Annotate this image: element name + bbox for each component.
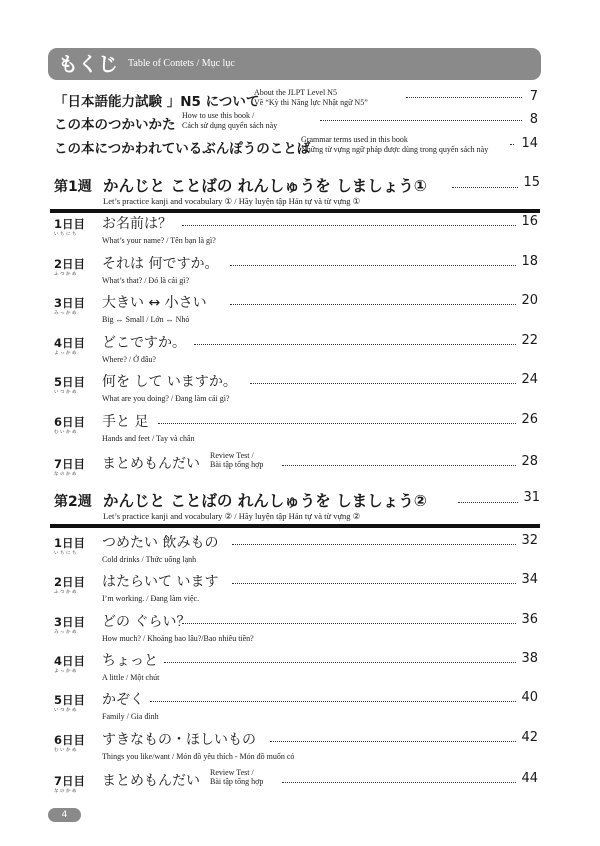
- toc-day-entry[interactable]: [54, 571, 538, 607]
- leader-dots: [182, 224, 516, 226]
- page-number: 22: [521, 333, 538, 348]
- page-number: 26: [521, 412, 538, 427]
- day-label: 4日目: [54, 336, 86, 350]
- leader-dots: [320, 119, 522, 121]
- intro-title: この本のつかいかた: [54, 117, 176, 133]
- leader-dots: [250, 382, 516, 384]
- day-subtitle: What are you doing? / Đang làm cái gì?: [102, 394, 230, 403]
- day-subtitle: Family / Gia đình: [102, 712, 159, 721]
- day-title: ちょっと: [102, 653, 158, 669]
- week-label: 第1週: [54, 179, 92, 195]
- toc-header: [48, 48, 541, 80]
- review-subtitle: Review Test / Bài tập tổng hợp: [210, 768, 264, 786]
- day-reading: なのかめ: [54, 472, 78, 477]
- day-title: お名前は？: [102, 216, 172, 232]
- toc-day-entry[interactable]: [54, 371, 538, 407]
- toc-day-entry[interactable]: [54, 689, 538, 725]
- day-label: 3日目: [54, 615, 86, 629]
- toc-intro-entry[interactable]: [54, 135, 538, 159]
- day-title: 大きい ↔ 小さい: [102, 295, 207, 311]
- day-subtitle: Where? / Ở đâu?: [102, 355, 156, 364]
- day-title: つめたい 飲みもの: [102, 535, 219, 551]
- page-number: 40: [521, 690, 538, 705]
- page-number: 34: [521, 572, 538, 587]
- day-subtitle: How much? / Khoảng bao lâu?/Bao nhiêu tiền?: [102, 634, 254, 643]
- day-label: 1日目: [54, 536, 86, 550]
- toc-day-entry[interactable]: [54, 411, 538, 447]
- leader-dots: [230, 303, 516, 305]
- day-reading: むいかめ: [54, 748, 78, 753]
- page-number-badge: 4: [48, 808, 81, 822]
- day-label: 7日目: [54, 774, 86, 788]
- leader-dots: [270, 740, 516, 742]
- leader-dots: [232, 582, 516, 584]
- page-number: 38: [521, 651, 538, 666]
- week-divider: [50, 524, 540, 528]
- day-title: どの ぐらい？: [102, 614, 191, 630]
- day-title: 何を して いますか。: [102, 374, 237, 390]
- page-number: 36: [521, 612, 538, 627]
- day-label: 6日目: [54, 733, 86, 747]
- page-number: 7: [529, 89, 538, 104]
- day-reading: みっかめ: [54, 630, 78, 635]
- leader-dots: [150, 700, 516, 702]
- toc-day-entry[interactable]: [54, 729, 538, 765]
- day-label: 2日目: [54, 257, 86, 271]
- page-number: 31: [523, 490, 540, 505]
- leader-dots: [452, 186, 518, 188]
- day-reading: よっかめ: [54, 669, 78, 674]
- day-title: それは 何ですか。: [102, 256, 219, 272]
- page-number: 15: [523, 175, 540, 190]
- day-subtitle: I’m working. / Đang làm việc.: [102, 594, 200, 603]
- leader-dots: [282, 464, 516, 466]
- toc-day-entry[interactable]: [54, 332, 538, 368]
- toc-day-entry[interactable]: [54, 770, 538, 806]
- day-reading: みっかめ: [54, 311, 78, 316]
- day-label: 4日目: [54, 654, 86, 668]
- day-subtitle: Things you like/want / Món đồ yêu thích - Món đồ muốn có: [102, 752, 295, 761]
- toc-day-entry[interactable]: [54, 213, 538, 249]
- day-subtitle: Cold drinks / Thức uống lạnh: [102, 555, 197, 564]
- day-title: 手と 足: [102, 414, 149, 430]
- day-title: どこですか。: [102, 335, 186, 351]
- page-number: 32: [521, 533, 538, 548]
- page-number: 44: [521, 771, 538, 786]
- day-subtitle: What’s that? / Đó là cái gì?: [102, 276, 190, 285]
- leader-dots: [158, 422, 516, 424]
- toc-day-entry[interactable]: [54, 650, 538, 686]
- intro-en: Grammar terms used in this book Những từ vựng ngữ pháp được dùng trong quyển sách này: [301, 135, 489, 154]
- day-label: 5日目: [54, 693, 86, 707]
- leader-dots: [458, 501, 518, 503]
- day-reading: よっかめ: [54, 351, 78, 356]
- day-reading: いちにち: [54, 551, 78, 556]
- day-subtitle: Hands and feet / Tay và chân: [102, 434, 195, 443]
- leader-dots: [510, 143, 514, 145]
- day-title: すきなもの・ほしいもの: [102, 732, 256, 748]
- toc-intro-entry[interactable]: [54, 88, 538, 112]
- day-title: まとめもんだい: [102, 773, 200, 789]
- page-number: 14: [521, 136, 538, 151]
- toc-intro-entry[interactable]: [54, 111, 538, 135]
- day-label: 1日目: [54, 217, 86, 231]
- day-label: 7日目: [54, 457, 86, 471]
- leader-dots: [232, 543, 516, 545]
- day-label: 5日目: [54, 375, 86, 389]
- toc-day-entry[interactable]: [54, 292, 538, 328]
- leader-dots: [194, 343, 516, 345]
- toc-day-entry[interactable]: [54, 611, 538, 647]
- toc-day-entry[interactable]: [54, 532, 538, 568]
- day-reading: むいかめ: [54, 430, 78, 435]
- leader-dots: [406, 96, 522, 98]
- day-title: まとめもんだい: [102, 456, 200, 472]
- week-subtitle: Let’s practice kanji and vocabulary ② / Hãy luyện tập Hán tự và từ vựng ②: [103, 511, 361, 521]
- page-number: 42: [521, 730, 538, 745]
- page-number: 28: [521, 454, 538, 469]
- intro-en: About the JLPT Level N5 Về “Kỳ thi Năng lực Nhật ngữ N5”: [254, 88, 368, 107]
- page-number: 24: [521, 372, 538, 387]
- leader-dots: [182, 622, 516, 624]
- week-title: かんじと ことばの れんしゅうを しましょう②: [103, 492, 427, 510]
- page-number: 18: [521, 254, 538, 269]
- page-number: 20: [521, 293, 538, 308]
- day-label: 3日目: [54, 296, 86, 310]
- leader-dots: [164, 661, 516, 663]
- week-title: かんじと ことばの れんしゅうを しましょう①: [103, 177, 427, 195]
- toc-day-entry[interactable]: [54, 453, 538, 489]
- page-number: 8: [529, 112, 538, 127]
- week-subtitle: Let’s practice kanji and vocabulary ① / Hãy luyện tập Hán tự và từ vựng ①: [103, 196, 361, 206]
- toc-day-entry[interactable]: [54, 253, 538, 289]
- day-label: 2日目: [54, 575, 86, 589]
- day-subtitle: What’s your name? / Tên bạn là gì?: [102, 236, 216, 245]
- intro-title: 「日本語能力試験 」N5 について: [54, 94, 260, 110]
- day-subtitle: A little / Một chút: [102, 673, 160, 682]
- leader-dots: [282, 781, 516, 783]
- review-subtitle: Review Test / Bài tập tổng hợp: [210, 451, 264, 469]
- day-title: かぞく: [102, 692, 144, 708]
- leader-dots: [230, 264, 516, 266]
- day-title: はたらいて います: [102, 574, 219, 590]
- page-number: 16: [521, 214, 538, 229]
- day-reading: ふつかめ: [54, 590, 78, 595]
- intro-title: この本につかわれているぶんぽうのことば: [54, 141, 311, 157]
- day-reading: いちにち: [54, 232, 78, 237]
- day-reading: いつかめ: [54, 390, 78, 395]
- week-label: 第2週: [54, 494, 92, 510]
- day-reading: ふつかめ: [54, 272, 78, 277]
- day-reading: いつかめ: [54, 708, 78, 713]
- toc-subtitle: Table of Contets / Mục lục: [128, 58, 235, 69]
- day-reading: なのかめ: [54, 789, 78, 794]
- intro-en: How to use this book / Cách sử dụng quyển sách này: [182, 111, 278, 130]
- toc-title: もくじ: [58, 52, 118, 76]
- day-subtitle: Big ↔ Small / Lớn ↔ Nhỏ: [102, 315, 190, 324]
- day-label: 6日目: [54, 415, 86, 429]
